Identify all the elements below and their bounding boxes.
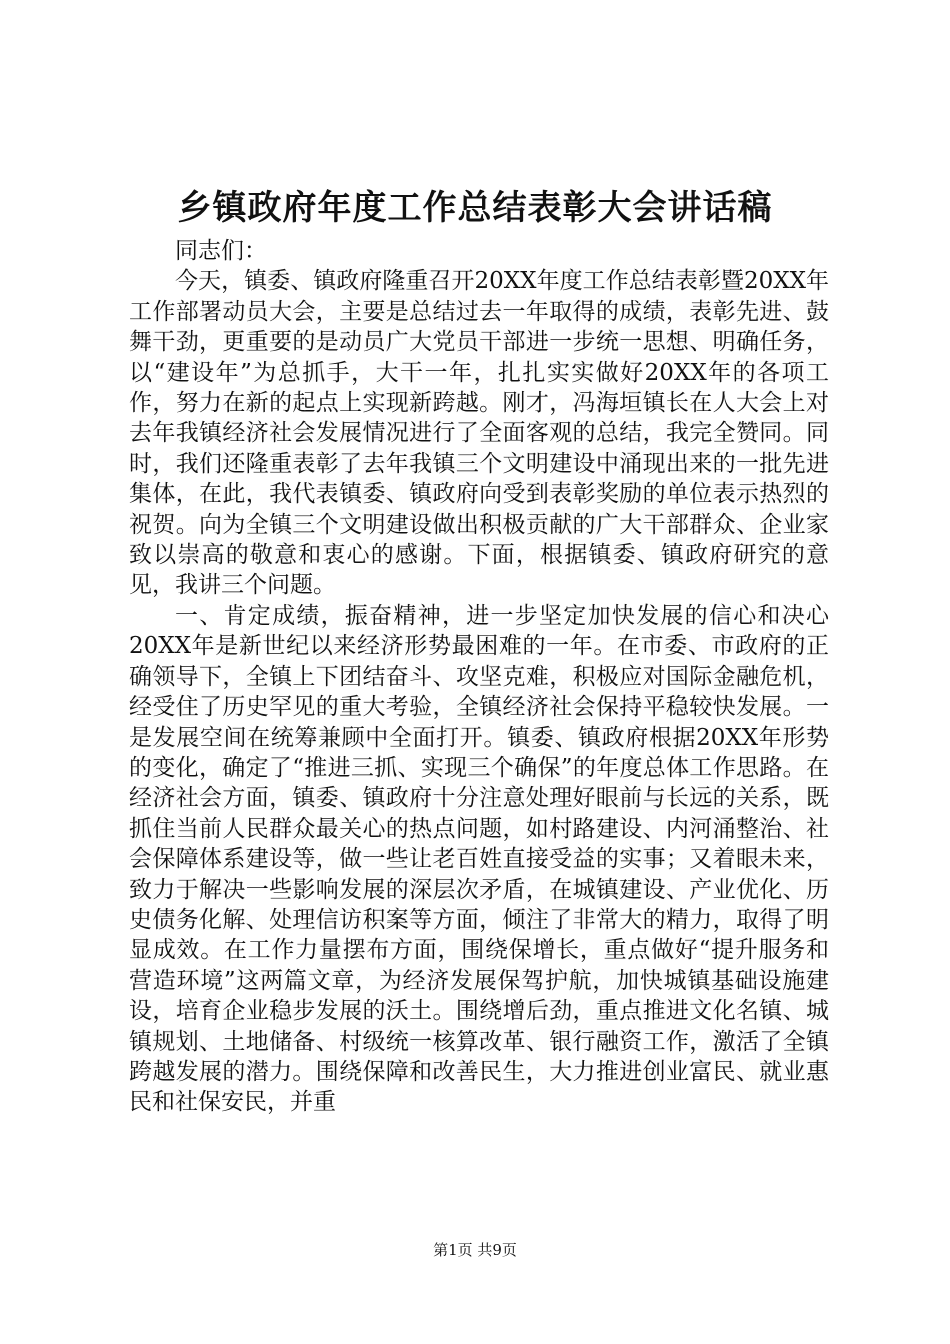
salutation-paragraph: 同志们： (175, 238, 267, 264)
page-number-footer: 第1页 共9页 (433, 1241, 517, 1259)
body-paragraph-1: 今天，镇委、镇政府隆重召开20XX年度工作总结表彰暨20XX年工作部署动员大会，主要是总结过去一年取得的成绩，表彰先进、鼓舞干劲，更重要的是动员广大党员干部进一步统一思想、明确任务，以“建设年”为总抓手，大干一年，扎扎实实做好20XX年的各项工作，努力在新的起点上实现新跨越。刚才，冯海垣镇长在人大会上对去年我镇经济社会发展情况进行了全面客观的总结，我完全赞同。同时，我们还隆重表彰了去年我镇三个文明建设中涌现出来的一批先进集体，在此，我代表镇委、镇政府向受到表彰奖励的单位表示热烈的祝贺。向为全镇三个文明建设做出积极贡献的广大干部群众、企业家致以崇高的敬意和衷心的感谢。下面，根据镇委、镇政府研究的意见，我讲三个问题。 (129, 268, 829, 599)
document-title: 乡镇政府年度工作总结表彰大会讲话稿 (177, 188, 773, 228)
body-paragraph-2: 一、肯定成绩，振奋精神，进一步坚定加快发展的信心和决心20XX年是新世纪以来经济形势最困难的一年。在市委、市政府的正确领导下，全镇上下团结奋斗、攻坚克难，积极应对国际金融危机，经受住了历史罕见的重大考验，全镇经济社会保持平稳较快发展。一是发展空间在统筹兼顾中全面打开。镇委、镇政府根据20XX年形势的变化，确定了“推进三抓、实现三个确保”的年度总体工作思路。在经济社会方面，镇委、镇政府十分注意处理好眼前与长远的关系，既抓住当前人民群众最关心的热点问题，如村路建设、内河涌整治、社会保障体系建设等，做一些让老百姓直接受益的实事；又着眼未来，致力于解决一些影响发展的深层次矛盾，在城镇建设、产业优化、历史债务化解、处理信访积案等方面，倾注了非常大的精力，取得了明显成效。在工作力量摆布方面，围绕保增长，重点做好“提升服务和营造环境”这两篇文章，为经济发展保驾护航，加快城镇基础设施建设，培育企业稳步发展的沃土。围绕增后劲，重点推进文化名镇、城镇规划、土地储备、村级统一核算改革、银行融资工作，激活了全镇跨越发展的潜力。围绕保障和改善民生，大力推进创业富民、就业惠民和社保安民，并重 (129, 602, 829, 1116)
document-body (129, 236, 829, 1118)
